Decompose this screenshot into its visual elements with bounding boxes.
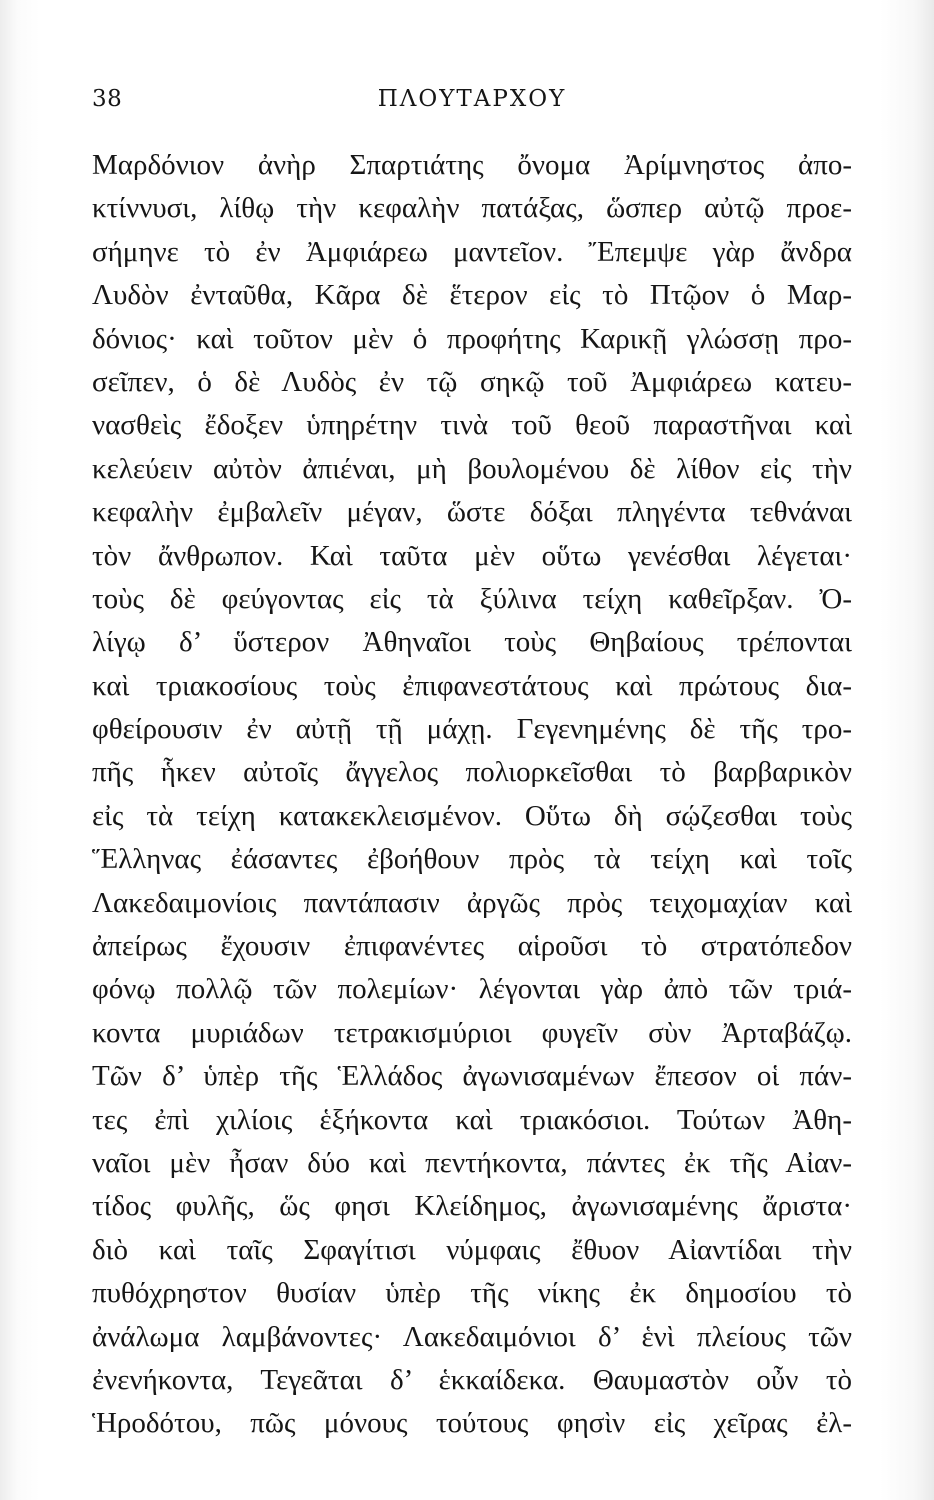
text-line: ναῖοι μὲν ἦσαν δύο καὶ πεντήκοντα, πάντες ἐκ τῆς Αἰαν- [92,1146,852,1179]
text-line: ἐνενήκοντα, Τεγεᾶται δ’ ἑκκαίδεκα. Θαυμαστὸν οὖν τὸ [92,1363,852,1396]
text-line: δόνιος· καὶ τοῦτον μὲν ὁ προφήτης Καρικῇ γλώσσῃ προ- [92,322,852,355]
text-line: ἀνάλωμα λαμβάνοντες· Λακεδαιμόνιοι δ’ ἑνὶ πλείους τῶν [92,1320,852,1353]
text-line: φόνῳ πολλῷ τῶν πολεμίων· λέγονται γὰρ ἀπὸ τῶν τριά- [92,973,852,1006]
page-number: 38 [92,86,123,112]
text-line: τίδος φυλῆς, ὥς φησι Κλείδημος, ἀγωνισαμένης ἄριστα· [92,1190,852,1223]
text-line: κοντα μυριάδων τετρακισμύριοι φυγεῖν σὺν Ἀρταβάζῳ. [92,1016,852,1049]
text-line: ἀπείρως ἔχουσιν ἐπιφανέντες αἱροῦσι τὸ στρατόπεδον [92,930,852,963]
text-line: Ἕλληνας ἐάσαντες ἐβοήθουν πρὸς τὰ τείχη καὶ τοῖς [92,843,852,876]
text-line: τες ἐπὶ χιλίοις ἑξήκοντα καὶ τριακόσιοι. Τούτων Ἀθη- [92,1103,852,1136]
text-line: Μαρδόνιον ἀνὴρ Σπαρτιάτης ὄνομα Ἀρίμνηστος ἀπο- [92,149,852,181]
text-line: Τῶν δ’ ὑπὲρ τῆς Ἑλλάδος ἀγωνισαμένων ἔπεσον οἱ πάν- [92,1060,852,1093]
text-line: κτίννυσι, λίθῳ τὴν κεφαλὴν πατάξας, ὥσπερ αὐτῷ προε- [92,192,852,225]
text-line: τοὺς δὲ φεύγοντας εἰς τὰ ξύλινα τείχη καθεῖρξαν. Ὀ- [92,582,852,615]
text-line: νασθεὶς ἔδοξεν ὑπηρέτην τινὰ τοῦ θεοῦ παραστῆναι καὶ [92,409,852,442]
text-line: πυθόχρηστον θυσίαν ὑπὲρ τῆς νίκης ἐκ δημοσίου τὸ [92,1277,852,1310]
running-head [92,86,852,120]
text-line: σήμηνε τὸ ἐν Ἀμφιάρεω μαντεῖον. Ἔπεμψε γὰρ ἄνδρα [92,235,852,268]
text-line: Λακεδαιμονίοις παντάπασιν ἀργῶς πρὸς τειχομαχίαν καὶ [92,886,852,919]
text-line: καὶ τριακοσίους τοὺς ἐπιφανεστάτους καὶ πρώτους δια- [92,669,852,702]
running-title: ΠΛΟΥΤΑΡΧΟΥ [377,86,567,112]
text-line: Ἡροδότου, πῶς μόνους τούτους φησὶν εἰς χεῖρας ἐλ- [92,1407,852,1440]
text-line: κεφαλὴν ἐμβαλεῖν μέγαν, ὥστε δόξαι πληγέντα τεθνάναι [92,496,852,529]
text-line: τὸν ἄνθρωπον. Καὶ ταῦτα μὲν οὕτω γενέσθαι λέγεται· [92,539,852,572]
text-line: πῆς ἧκεν αὐτοῖς ἄγγελος πολιορκεῖσθαι τὸ βαρβαρικὸν [92,756,852,789]
text-line: διὸ καὶ ταῖς Σφαγίτισι νύμφαις ἔθυον Αἰαντίδαι τὴν [92,1233,852,1266]
text-line: φθείρουσιν ἐν αὐτῇ τῇ μάχῃ. Γεγενημένης δὲ τῆς τρο- [92,713,852,746]
text-line: κελεύειν αὐτὸν ἀπιέναι, μὴ βουλομένου δὲ λίθον εἰς τὴν [92,452,852,485]
text-line: λίγῳ δ’ ὕστερον Ἀθηναῖοι τοὺς Θηβαίους τρέπονται [92,626,852,659]
body-text [92,144,852,1446]
text-line: εἰς τὰ τείχη κατακεκλεισμένον. Οὕτω δὴ σῴζεσθαι τοὺς [92,799,852,832]
text-line: σεῖπεν, ὁ δὲ Λυδὸς ἐν τῷ σηκῷ τοῦ Ἀμφιάρεω κατευ- [92,365,852,398]
text-line: Λυδὸν ἐνταῦθα, Κᾶρα δὲ ἕτερον εἰς τὸ Πτῷον ὁ Μαρ- [92,279,852,312]
